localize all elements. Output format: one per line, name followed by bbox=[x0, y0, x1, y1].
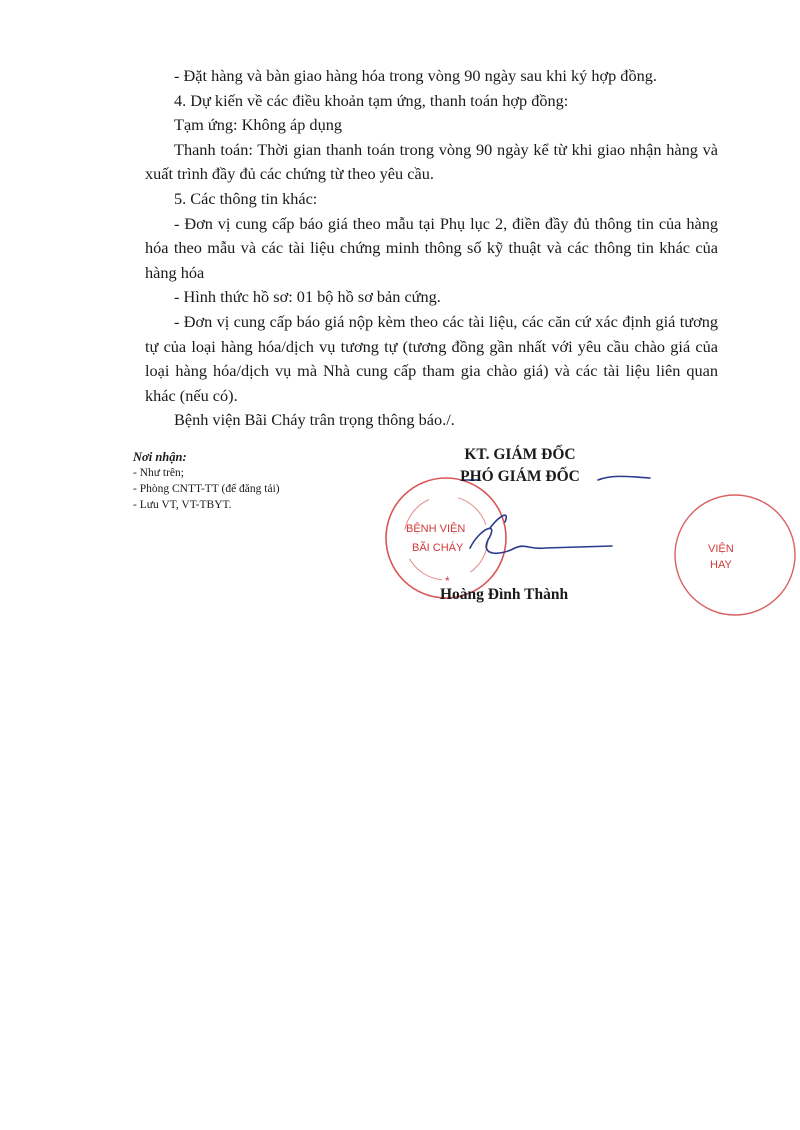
paragraph-payment: Thanh toán: Thời gian thanh toán trong vòng 90 ngày kể từ khi giao nhận hàng và xuất trình đầy đủ các chứng từ theo yêu cầu. bbox=[145, 139, 718, 184]
recipient-item: - Lưu VT, VT-TBYT. bbox=[133, 499, 232, 511]
paragraph-quote-form: - Đơn vị cung cấp báo giá theo mẫu tại Phụ lục 2, điền đầy đủ thông tin của hàng hóa theo mẫu và các tài liệu chứng minh thông số kỹ thuật và các thông tin khác của hàng hóa bbox=[145, 213, 718, 282]
signature-title-1: KT. GIÁM ĐỐC bbox=[464, 446, 576, 463]
paragraph-advance: Tạm ứng: Không áp dụng bbox=[174, 115, 342, 135]
paragraph-attachments: - Đơn vị cung cấp báo giá nộp kèm theo các tài liệu, các căn cứ xác định giá tương tự của loại hàng hóa/dịch vụ tương tự (tương đồng gần nhất với yêu cầu chào giá của loại hàng hóa/dịch vụ mà Nhà cung cấp tham gia chào giá) và các tài liệu liên quan khác (nếu có). bbox=[145, 311, 718, 405]
stamp-line-2: BÃI CHÁY bbox=[412, 542, 464, 554]
paragraph-closing: Bệnh viện Bãi Cháy trân trọng thông báo./. bbox=[174, 410, 455, 430]
paragraph-delivery: - Đặt hàng và bàn giao hàng hóa trong vòng 90 ngày sau khi ký hợp đồng. bbox=[174, 66, 657, 85]
paragraph-payment-terms-heading: 4. Dự kiến về các điều khoản tạm ứng, thanh toán hợp đồng: bbox=[174, 90, 569, 110]
official-stamp bbox=[386, 478, 506, 598]
signature-title-2: PHÓ GIÁM ĐỐC bbox=[460, 468, 580, 485]
stamp-line-1: BỆNH VIỆN bbox=[406, 523, 466, 535]
recipients-heading: Nơi nhận: bbox=[133, 450, 187, 464]
signer-name: Hoàng Đình Thành bbox=[440, 586, 569, 603]
recipient-item: - Như trên; bbox=[133, 467, 184, 479]
paragraph-other-info-heading: 5. Các thông tin khác: bbox=[174, 188, 318, 208]
partial-seal-line-2: HAY bbox=[710, 559, 732, 571]
handwritten-signature bbox=[462, 476, 650, 553]
recipient-item: - Phòng CNTT-TT (để đăng tải) bbox=[133, 483, 280, 495]
svg-text:*: * bbox=[445, 574, 450, 588]
partial-seal-line-1: VIỆN bbox=[708, 543, 734, 555]
partial-seal bbox=[675, 495, 795, 615]
paragraph-dossier-form: - Hình thức hồ sơ: 01 bộ hồ sơ bản cứng. bbox=[174, 287, 441, 307]
